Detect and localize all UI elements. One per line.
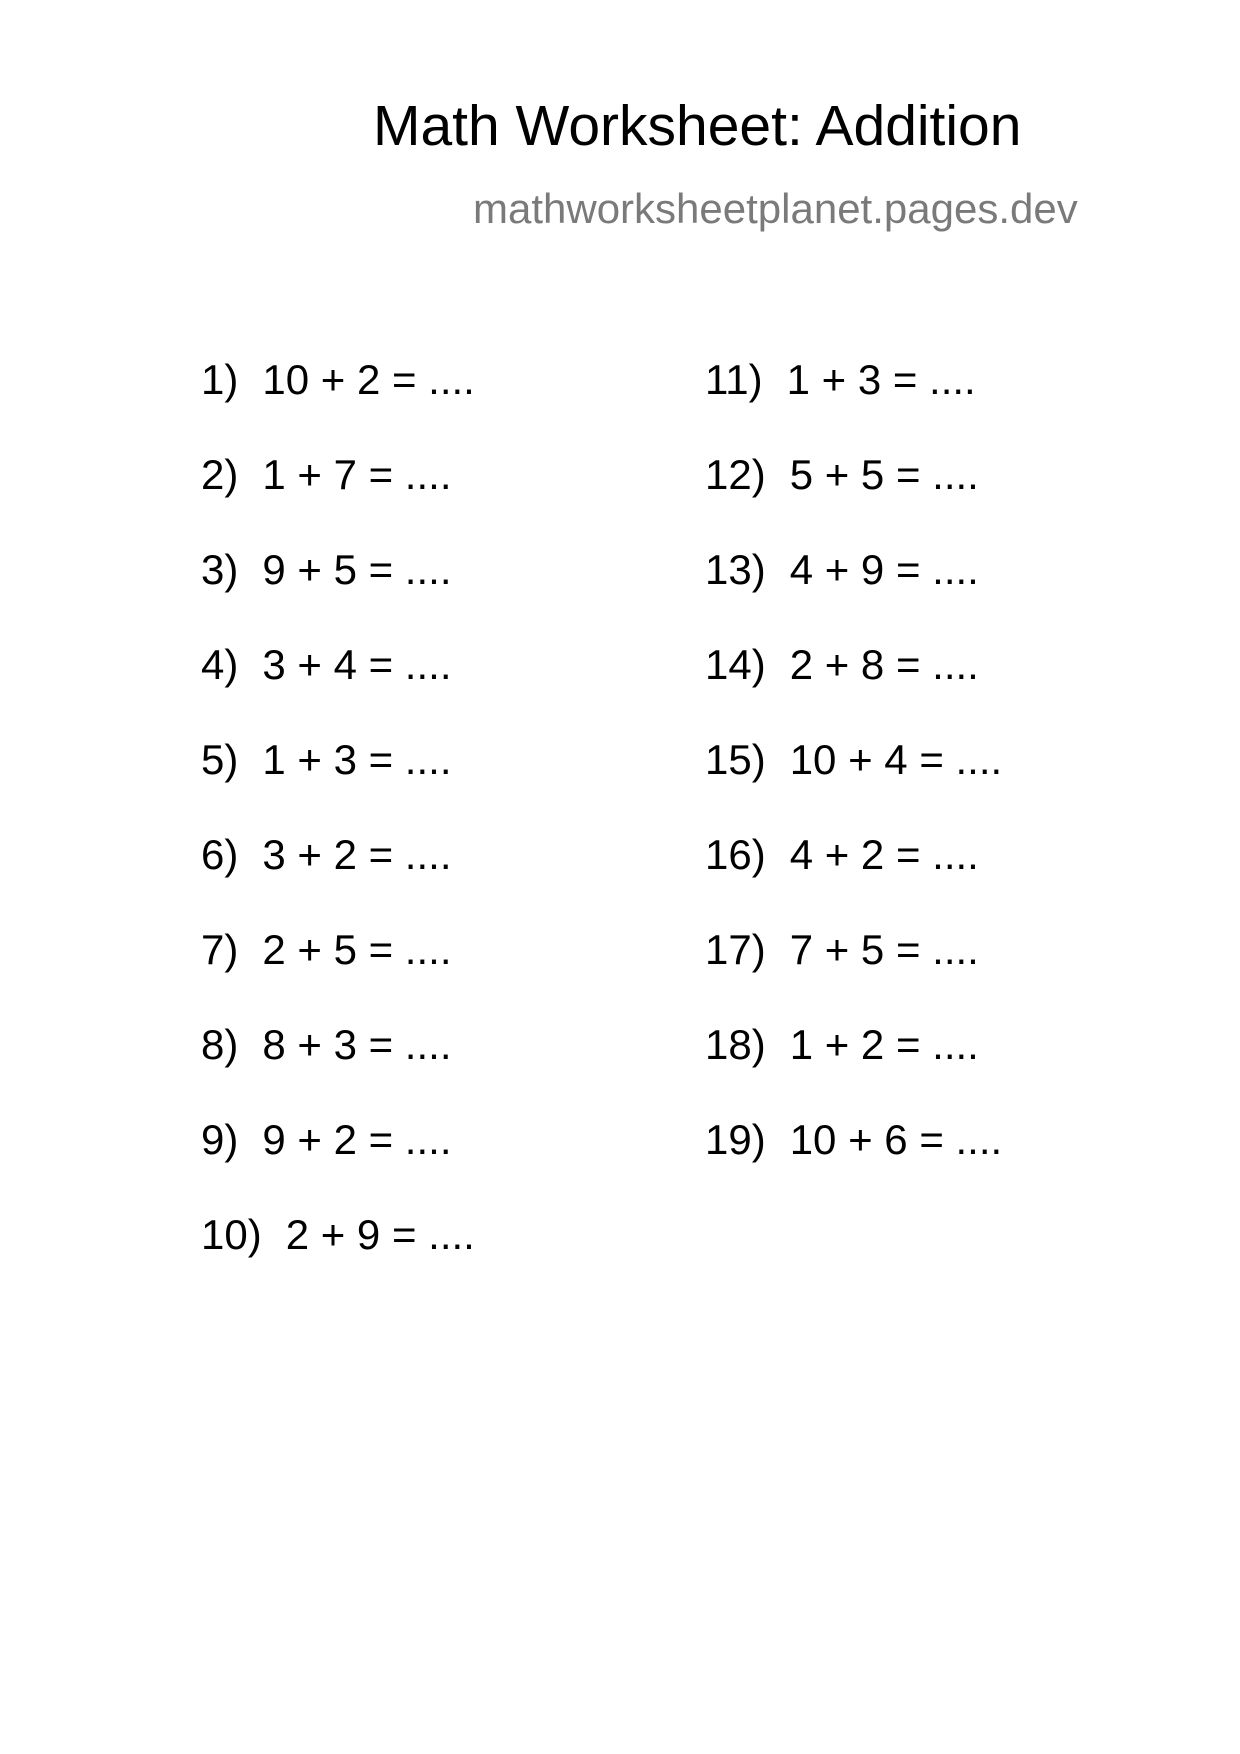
problem-number: 13) [705, 546, 766, 593]
problem-expression: 4 + 2 = .... [789, 831, 979, 878]
problem-expression: 5 + 5 = .... [789, 451, 979, 498]
problem-item [705, 922, 1002, 1017]
problem-item [201, 542, 475, 637]
problem-expression: 1 + 2 = .... [789, 1021, 979, 1068]
problem-expression: 1 + 3 = .... [262, 736, 452, 783]
problems-column-left [201, 352, 475, 1302]
problem-item [201, 352, 475, 447]
problem-number: 16) [705, 831, 766, 878]
problem-number: 8) [201, 1021, 239, 1068]
problem-expression: 10 + 4 = .... [789, 736, 1003, 783]
problem-expression: 2 + 8 = .... [789, 641, 979, 688]
problem-number: 9) [201, 1116, 239, 1163]
problem-item [705, 732, 1002, 827]
problem-number: 4) [201, 641, 239, 688]
problem-item [705, 1017, 1002, 1112]
problem-expression: 1 + 3 = .... [786, 356, 976, 403]
problem-item [705, 637, 1002, 732]
problem-number: 14) [705, 641, 766, 688]
problem-item [705, 352, 1002, 447]
problems-column-right [705, 352, 1002, 1207]
problem-expression: 9 + 2 = .... [262, 1116, 452, 1163]
problem-item [705, 542, 1002, 637]
problem-number: 12) [705, 451, 766, 498]
problem-expression: 1 + 7 = .... [262, 451, 452, 498]
problem-item [201, 1017, 475, 1112]
problem-expression: 10 + 6 = .... [789, 1116, 1003, 1163]
problem-number: 18) [705, 1021, 766, 1068]
problem-expression: 10 + 2 = .... [262, 356, 475, 403]
problem-expression: 3 + 4 = .... [262, 641, 452, 688]
problem-expression: 3 + 2 = .... [262, 831, 452, 878]
problem-number: 17) [705, 926, 766, 973]
problem-number: 1) [201, 356, 239, 403]
problem-item [201, 827, 475, 922]
problem-item [201, 1112, 475, 1207]
problem-number: 11) [705, 356, 763, 403]
problem-expression: 7 + 5 = .... [789, 926, 979, 973]
problem-number: 6) [201, 831, 239, 878]
source-url: mathworksheetplanet.pages.dev [473, 185, 1078, 232]
problem-number: 10) [201, 1211, 262, 1258]
problem-number: 5) [201, 736, 239, 783]
problem-expression: 8 + 3 = .... [262, 1021, 452, 1068]
problem-number: 19) [705, 1116, 766, 1163]
problem-item [201, 732, 475, 827]
problem-number: 2) [201, 451, 239, 498]
problem-item [201, 637, 475, 732]
problem-item [705, 1112, 1002, 1207]
problem-number: 7) [201, 926, 239, 973]
problem-expression: 2 + 5 = .... [262, 926, 452, 973]
problem-item [705, 447, 1002, 542]
page-title: Math Worksheet: Addition [373, 94, 1022, 158]
problem-item [201, 447, 475, 542]
problem-number: 3) [201, 546, 239, 593]
problem-expression: 4 + 9 = .... [789, 546, 979, 593]
problem-item [201, 1207, 475, 1302]
problem-number: 15) [705, 736, 766, 783]
problem-item [201, 922, 475, 1017]
problem-expression: 2 + 9 = .... [285, 1211, 475, 1258]
problem-item [705, 827, 1002, 922]
problem-expression: 9 + 5 = .... [262, 546, 452, 593]
